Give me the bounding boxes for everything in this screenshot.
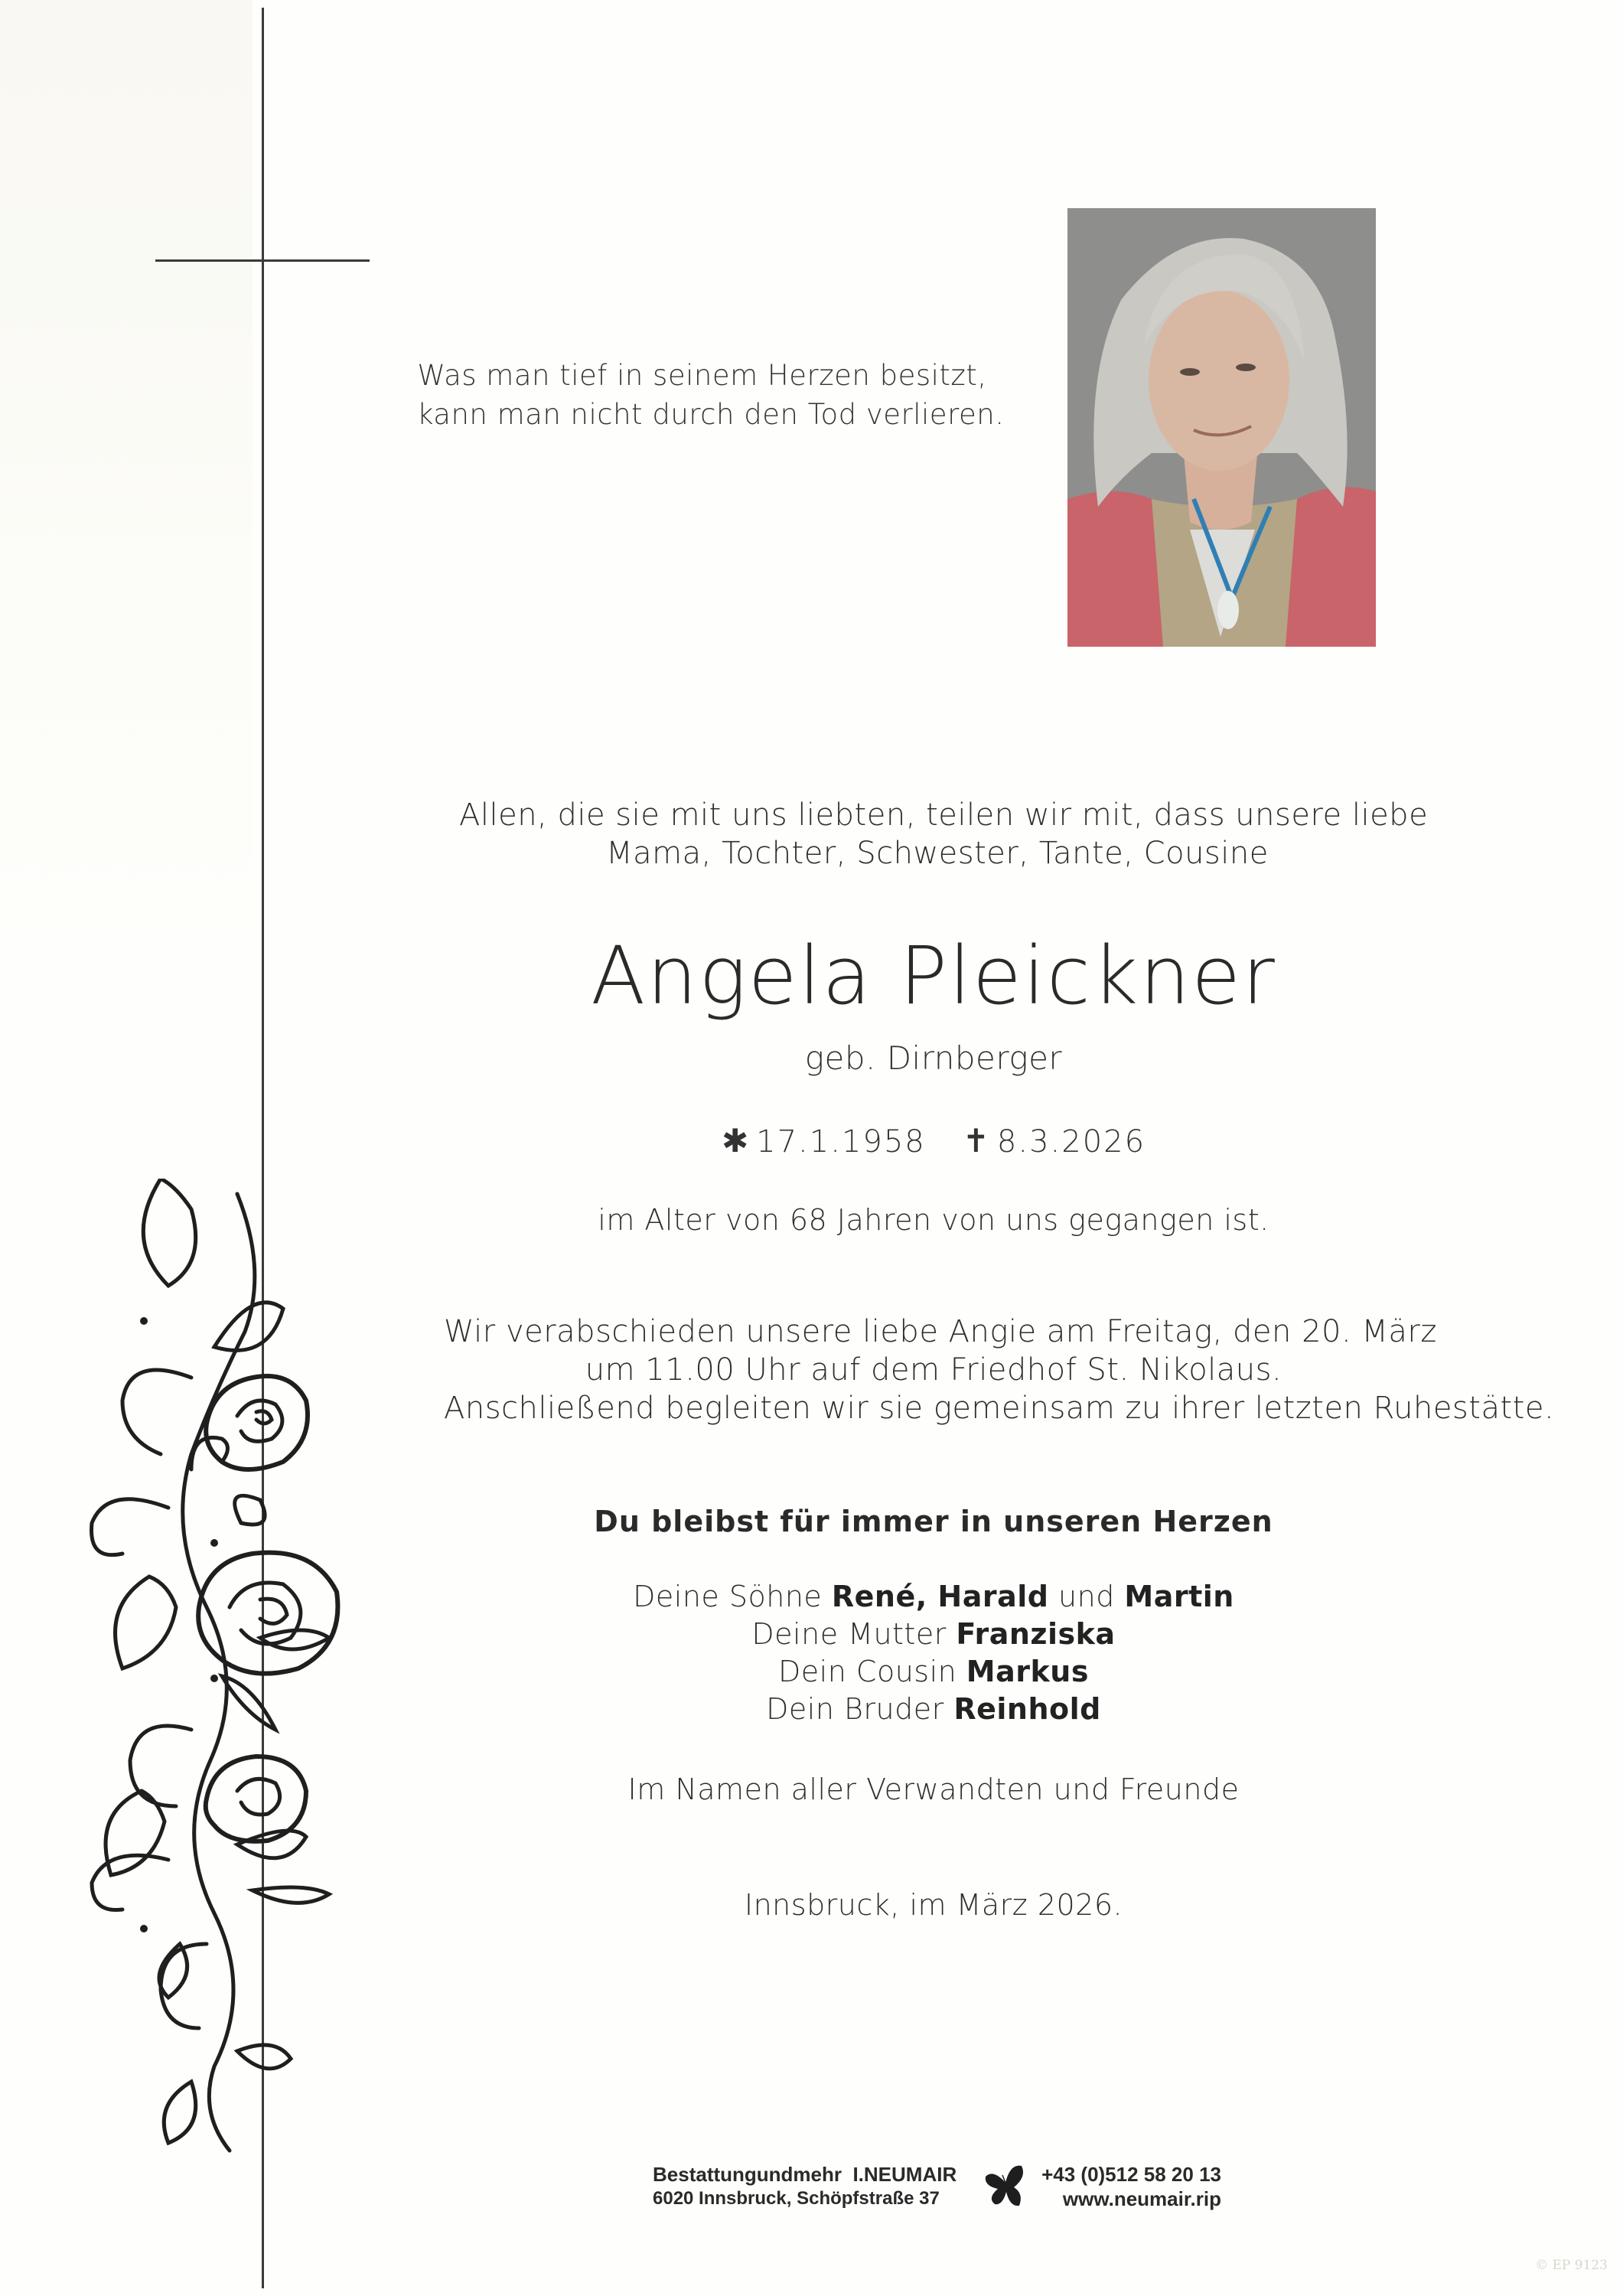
deceased-name: Angela Pleickner [591, 929, 1276, 1022]
family-cousin [459, 1653, 1408, 1691]
motto-line: Was man tief in seinem Herzen besitzt, [417, 359, 987, 392]
ceremony-info [444, 1313, 1555, 1427]
age-line: im Alter von 68 Jahren von uns gegangen ist. [598, 1203, 1269, 1237]
place-date: Innsbruck, im März 2026. [744, 1888, 1123, 1922]
family-member-name: René [831, 1580, 916, 1613]
family-member-name: Franziska [956, 1617, 1116, 1651]
motto-quote [417, 356, 1005, 434]
announcement-intro [459, 796, 1429, 872]
cross-horizontal-bar [155, 259, 370, 262]
family-list [459, 1578, 1408, 1728]
closing-quote: Du bleibst für immer in unseren Herzen [594, 1505, 1273, 1538]
family-sons [459, 1578, 1408, 1616]
relation-label: Dein Bruder [766, 1692, 954, 1726]
birth-date: 17.1.1958 [756, 1124, 926, 1159]
relation-label: Deine Söhne [633, 1580, 832, 1613]
motto-line: kann man nicht durch den Tod verlieren. [417, 398, 1005, 431]
relation-label: Deine Mutter [751, 1617, 957, 1651]
intro-line: Mama, Tochter, Schwester, Tante, Cousine [606, 836, 1269, 871]
relation-label: Dein Cousin [778, 1655, 966, 1688]
family-mother [459, 1616, 1408, 1653]
phone-number[interactable]: +43 (0)512 58 20 13 [1041, 2163, 1221, 2186]
separator: und [1048, 1580, 1125, 1613]
ceremony-line: um 11.00 Uhr auf dem Friedhof St. Nikolaus. [585, 1352, 1282, 1388]
copyright-mark: © EP 9123 [1535, 2258, 1608, 2273]
family-brother [459, 1691, 1408, 1728]
ceremony-line: Anschließend begleiten wir sie gemeinsam zu ihrer letzten Ruhestätte. [444, 1391, 1555, 1426]
funeral-home-name: Bestattungundmehr I.NEUMAIR [653, 2163, 957, 2186]
portrait-photo [1067, 208, 1376, 647]
death-cross-icon: ✝ [962, 1122, 991, 1159]
family-member-name: Reinhold [953, 1692, 1101, 1726]
on-behalf-line: Im Namen aller Verwandten und Freunde [627, 1773, 1240, 1806]
funeral-home-address: 6020 Innsbruck, Schöpfstraße 37 [653, 2188, 940, 2209]
butterfly-icon [979, 2160, 1031, 2212]
ceremony-line: Wir verabschieden unsere liebe Angie am Freitag, den 20. März [444, 1314, 1437, 1349]
birth-star-icon: ✱ [721, 1122, 751, 1159]
paper-shading [0, 0, 253, 995]
website-link[interactable]: www.neumair.rip [1062, 2187, 1221, 2210]
funeral-home-info [653, 2162, 957, 2211]
funeral-home-contact [1041, 2162, 1221, 2211]
family-member-name: Markus [966, 1655, 1089, 1688]
maiden-name: geb. Dirnberger [804, 1039, 1063, 1077]
rose-vine-ornament-icon [77, 1179, 367, 2158]
portrait-illustration [1067, 208, 1376, 647]
life-dates [612, 1120, 1255, 1163]
intro-line: Allen, die sie mit uns liebten, teilen wir mit, dass unsere liebe [459, 797, 1429, 833]
family-member-name: Martin [1124, 1580, 1234, 1613]
separator: , [915, 1580, 938, 1613]
death-date: 8.3.2026 [996, 1124, 1146, 1159]
family-member-name: Harald [937, 1580, 1049, 1613]
